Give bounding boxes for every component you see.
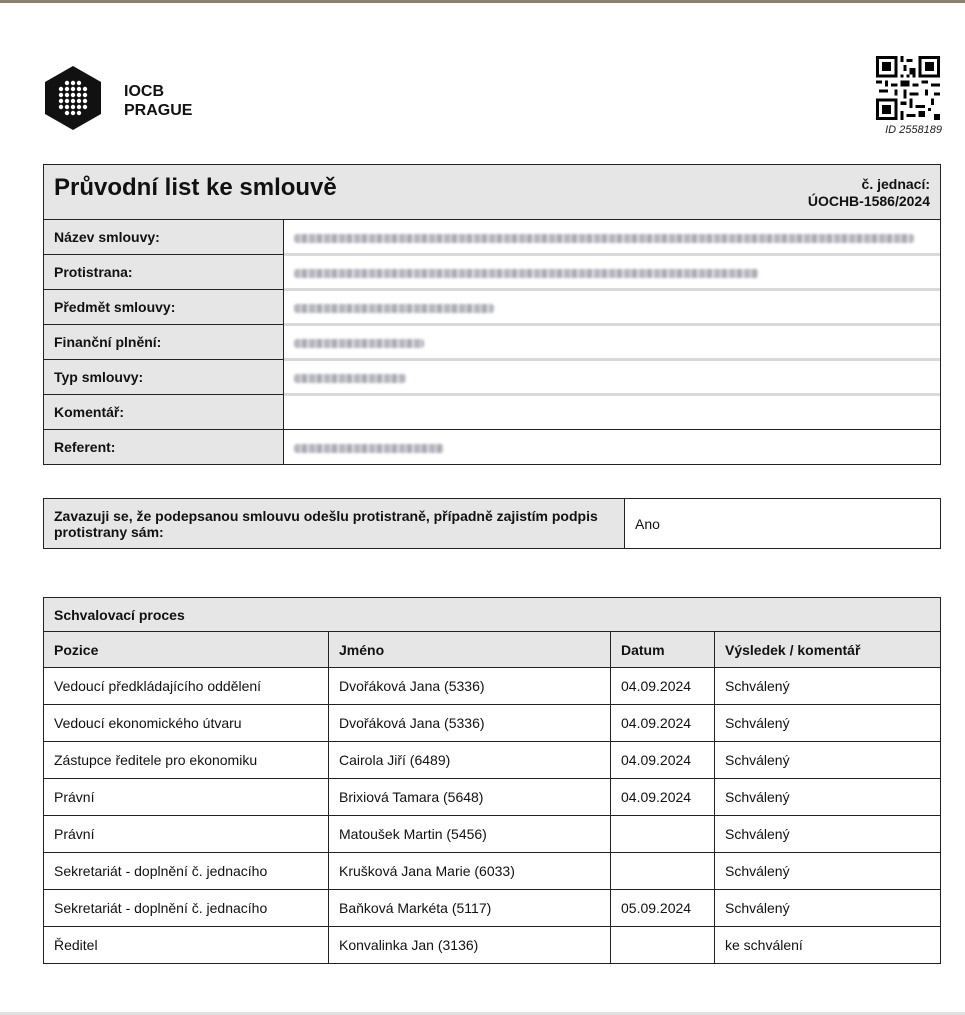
document-id: ID 2558189 xyxy=(885,124,942,136)
table-row xyxy=(44,816,941,853)
table-row xyxy=(44,853,941,890)
logo-text xyxy=(124,82,192,120)
cell-date: 05.09.2024 xyxy=(611,890,715,927)
field-label: Finanční plnění: xyxy=(44,325,284,360)
table-row xyxy=(44,890,941,927)
page-title: Průvodní list ke smlouvě xyxy=(54,174,337,201)
cell-result: ke schválení xyxy=(715,927,941,964)
cell-result: Schválený xyxy=(715,816,941,853)
top-border xyxy=(0,0,965,3)
contract-info-table xyxy=(43,164,941,465)
field-label: Předmět smlouvy: xyxy=(44,290,284,325)
field-value-redacted xyxy=(284,430,941,465)
field-label: Typ smlouvy: xyxy=(44,360,284,395)
cell-position: Právní xyxy=(44,779,329,816)
cell-position: Vedoucí předkládajícího oddělení xyxy=(44,668,329,705)
cell-result: Schválený xyxy=(715,705,941,742)
cell-position: Vedoucí ekonomického útvaru xyxy=(44,705,329,742)
field-label: Referent: xyxy=(44,430,284,465)
cell-name: Matoušek Martin (5456) xyxy=(329,816,611,853)
commitment-label xyxy=(44,499,625,549)
field-value-redacted xyxy=(284,325,941,360)
column-header-name: Jméno xyxy=(329,632,611,668)
field-value-redacted xyxy=(284,220,941,255)
commitment-table xyxy=(43,498,941,549)
approval-section-title: Schvalovací proces xyxy=(44,598,941,632)
cell-date xyxy=(611,816,715,853)
field-label: Protistrana: xyxy=(44,255,284,290)
reference-value: ÚOCHB-1586/2024 xyxy=(807,193,930,209)
commitment-row xyxy=(44,499,941,549)
approval-column-headers xyxy=(44,632,941,668)
commitment-label-text: Zavazuji se, že podepsanou smlouvu odešlu protistraně, případně zajistím podpis protistrany sám: xyxy=(54,507,598,540)
field-row xyxy=(44,255,941,290)
logo-line-2: PRAGUE xyxy=(124,102,193,119)
field-row xyxy=(44,430,941,465)
reference-number xyxy=(808,176,930,210)
cell-position: Právní xyxy=(44,816,329,853)
table-row xyxy=(44,779,941,816)
field-row xyxy=(44,290,941,325)
cell-result: Schválený xyxy=(715,853,941,890)
cell-result: Schválený xyxy=(715,890,941,927)
cell-date: 04.09.2024 xyxy=(611,705,715,742)
cell-name: Baňková Markéta (5117) xyxy=(329,890,611,927)
cell-name: Dvořáková Jana (5336) xyxy=(329,705,611,742)
table-row xyxy=(44,705,941,742)
field-row xyxy=(44,325,941,360)
field-value xyxy=(284,395,941,430)
iocb-logo-icon xyxy=(45,66,101,130)
field-value-redacted xyxy=(284,255,941,290)
cell-date: 04.09.2024 xyxy=(611,668,715,705)
cell-name: Krušková Jana Marie (6033) xyxy=(329,853,611,890)
approval-table xyxy=(43,597,941,964)
column-header-result: Výsledek / komentář xyxy=(715,632,941,668)
field-row xyxy=(44,395,941,430)
field-label: Název smlouvy: xyxy=(44,220,284,255)
cell-result: Schválený xyxy=(715,742,941,779)
title-cell xyxy=(44,165,941,220)
cell-position: Sekretariát - doplnění č. jednacího xyxy=(44,890,329,927)
cell-date: 04.09.2024 xyxy=(611,742,715,779)
table-row xyxy=(44,668,941,705)
field-row xyxy=(44,360,941,395)
commitment-value: Ano xyxy=(625,499,941,549)
cell-date: 04.09.2024 xyxy=(611,779,715,816)
cell-name: Dvořáková Jana (5336) xyxy=(329,668,611,705)
cell-name: Brixiová Tamara (5648) xyxy=(329,779,611,816)
reference-label: č. jednací: xyxy=(861,176,930,192)
cell-position: Ředitel xyxy=(44,927,329,964)
field-label: Komentář: xyxy=(44,395,284,430)
cell-result: Schválený xyxy=(715,779,941,816)
title-row xyxy=(44,165,941,220)
cell-date xyxy=(611,853,715,890)
column-header-date: Datum xyxy=(611,632,715,668)
table-row xyxy=(44,742,941,779)
approval-section-header xyxy=(44,598,941,632)
field-value-redacted xyxy=(284,360,941,395)
cell-name: Cairola Jiří (6489) xyxy=(329,742,611,779)
table-row xyxy=(44,927,941,964)
cell-position: Sekretariát - doplnění č. jednacího xyxy=(44,853,329,890)
cell-position: Zástupce ředitele pro ekonomiku xyxy=(44,742,329,779)
qr-code-icon xyxy=(876,56,940,120)
field-row xyxy=(44,220,941,255)
logo-line-1: IOCB xyxy=(124,83,164,100)
cell-name: Konvalinka Jan (3136) xyxy=(329,927,611,964)
field-value-redacted xyxy=(284,290,941,325)
cell-result: Schválený xyxy=(715,668,941,705)
cell-date xyxy=(611,927,715,964)
column-header-position: Pozice xyxy=(44,632,329,668)
